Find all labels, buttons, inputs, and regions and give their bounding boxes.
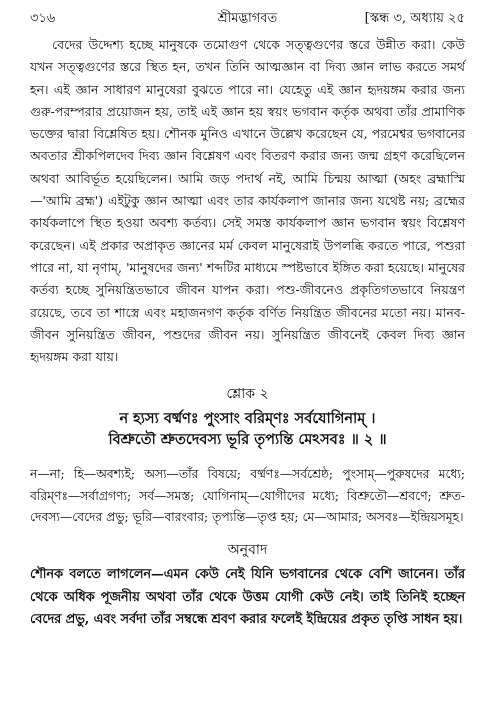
word-meanings: ন—না; হি—অবশ্যই; অস্য—তাঁর বিষয়ে; বর্ষ্মণঃ—সর্বশ্রেষ্ঠ; পুংসাম্—পুরুষদের মধ্যে; বরিম্ণঃ—সর্বাগ্রগণ্য; সর্ব—সমস্ত; যোগিনাম্—যোগীদের মধ্যে; বিশ্রুতৌ—শ্রবণে; শ্রুত-দেবস্য—বেদের প্রভু; ভূরি—বারংবার; তৃপ্যন্তি—তৃপ্ত হয়; মে—আমার; অসবঃ—ইন্দ্রিয়সমূহ। [30, 467, 465, 525]
page-header [30, 8, 465, 30]
translation-text: শৌনক বলতে লাগলেন—এমন কেউ নেই যিনি ভগবানের থেকে বেশি জানেন। তাঁর থেকে অধিক পূজনীয় অথবা তাঁর থেকে উত্তম যোগী কেউ নেই। তাই তিনিই হচ্ছেন বেদের প্রভু, এবং সর্বদা তাঁর সম্বন্ধে শ্রবণ করার ফলেই ইন্দ্রিয়ের প্রকৃত তৃপ্তি সাধন হয়। [30, 567, 465, 628]
translation-heading: অনুবাদ [227, 542, 268, 559]
chapter-reference: [স্কন্ধ ৩, অধ্যায় ২৫ [364, 11, 465, 26]
page-number: ৩১৬ [30, 11, 56, 26]
book-title: শ্রীমদ্ভাগবত [217, 11, 278, 26]
verse-line-2: বিশ্রুতৌ শ্রুতদেবস্য ভূরি তৃপ্যন্তি মেঽসবঃ ॥ ২ ॥ [108, 431, 387, 449]
verse-line-1: ন হ্যস্য বর্ষ্মণঃ পুংসাং বরিম্ণঃ সর্বযোগিনাম্ । [119, 410, 376, 428]
purport-paragraph: বেদের উদ্দেশ্য হচ্ছে মানুষকে তমোগুণ থেকে সত্ত্বগুণের স্তরে উন্নীত করা। কেউ যখন সত্ত্বগুণের স্তরে স্থিত হন, তখন তিনি আত্মজ্ঞান বা দিব্য জ্ঞান লাভ করতে সমর্থ হন। এই জ্ঞান সাধারণ মানুষেরা বুঝতে পারে না। যেহেতু এই জ্ঞান হৃদয়ঙ্গম করার জন্য গুরু-পরম্পরার প্রয়োজন হয়, তাই এই জ্ঞান হয় স্বয়ং ভগবান কর্তৃক অথবা তাঁর প্রামাণিক ভক্তের দ্বারা বিশ্লেষিত হয়। শৌনক মুনিও এখানে উল্লেখ করেছেন যে, পরমেশ্বর ভগবানের অবতার শ্রীকপিলদেব দিব্য জ্ঞান বিশ্লেষণ এবং বিতরণ করার জন্য জন্ম গ্রহণ করেছিলেন অথবা আবির্ভূত হয়েছিলেন। আমি জড় পদার্থ নই, আমি চিন্ময় আত্মা (অহং ব্রহ্মাস্মি—'আমি ব্রহ্ম') এইটুকু জ্ঞান আত্মা এবং তার কার্যকলাপ জানার জন্য যথেষ্ট নয়; ব্রহ্মের কার্যকলাপে স্থিত হওয়া অবশ্য কর্তব্য। সেই সমস্ত কার্যকলাপ জ্ঞান ভগবান স্বয়ং বিশ্লেষণ করেছেন। এই প্রকার অপ্রাকৃত জ্ঞানের মর্ম কেবল মানুষেরাই উপলব্ধি করতে পারে, পশুরা পারে না, যা নৃণাম্, 'মানুষদের জন্য' শব্দটির মাধ্যমে স্পষ্টভাবে ইঙ্গিত করা হয়েছে। মানুষের কর্তব্য হচ্ছে সুনিয়ন্ত্রিতভাবে জীবন যাপন করা। পশু-জীবনেও প্রকৃতিগতভাবে নিয়ন্ত্রণ রয়েছে, তবে তা শাস্ত্রে এবং মহাজনগণ কর্তৃক বর্ণিত নিয়ন্ত্রিত জীবনের মতো নয়। মানব-জীবন সুনিয়ন্ত্রিত জীবন, পশুদের জীবন নয়। সুনিয়ন্ত্রিত জীবনেই কেবল দিব্য জ্ঞান হৃদয়ঙ্গম করা যায়। [30, 37, 465, 365]
verse-heading: শ্লোক ২ [226, 386, 269, 403]
